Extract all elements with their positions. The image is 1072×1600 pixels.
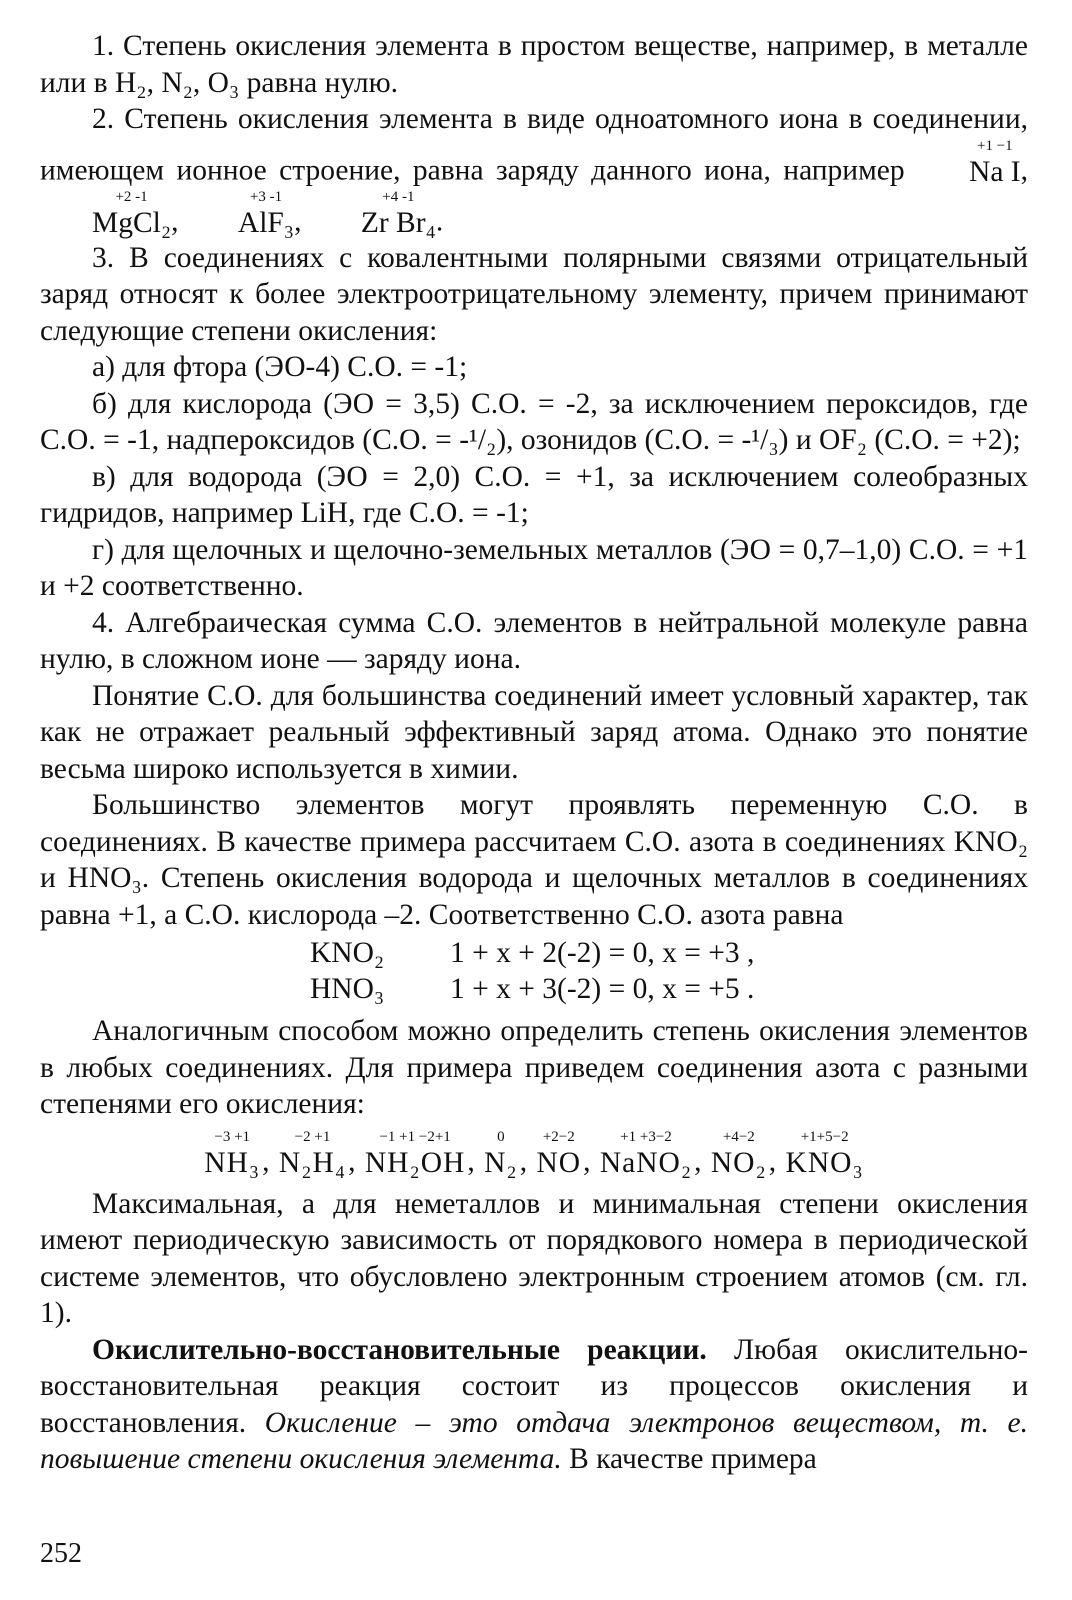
rule-2: 2. Степень окисления элемента в виде одноатомного иона в соединении, имеющем ионное строение, равна заряду данного иона, например +1 −1 Na I , +2 -1 MgCl₂ , +3 -1 AlF₃ , +4 -1 Zr Br₄ .: [40, 103, 1028, 239]
rule-3b: б) для кислорода (ЭО = 3,5) С.О. = -2, за исключением пероксидов, где С.О. = -1, надпероксидов (С.О. = -¹/₂), озонидов (С.О. = -¹/₃) и OF₂ (С.О. = +2);: [40, 387, 1028, 456]
compound: +4−2 NO₂: [710, 1128, 767, 1179]
section-heading-redox: Окислительно-восстановительные реакции.: [92, 1333, 707, 1366]
paragraph-concept: Понятие С.О. для большинства соединений имеет условный характер, так как не отражает реальный эффективный заряд атома. Однако это понятие весьма широко используется в химии.: [40, 679, 1028, 785]
page-text: [40, 28, 1028, 1478]
compound: −2 +1 N₂H₄: [278, 1128, 347, 1179]
rule-3c: в) для водорода (ЭО = 2,0) С.О. = +1, за исключением солеобразных гидридов, например LiH, где С.О. = -1;: [40, 460, 1028, 529]
formula-zrbr4: +4 -1 Zr Br₄: [360, 188, 436, 239]
paragraph-variable-ox: Большинство элементов могут проявлять переменную С.О. в соединениях. В качестве примера рассчитаем С.О. азота в соединениях KNO₂ и HNO₃. Степень окисления водорода и щелочных металлов в соединениях равна +1, а С.О. кислорода –2. Соответственно С.О. азота равна: [40, 789, 1028, 931]
rule-2-text: 2. Степень окисления элемента в виде одноатомного иона в соединении, имеющем ионное строение, равна заряду данного иона, например: [40, 103, 1028, 186]
rule-1: 1. Степень окисления элемента в простом веществе, например, в металле или в H₂, N₂, O₃ равна нулю.: [40, 30, 1028, 99]
compound: +1 +3−2 NaNO₂: [599, 1128, 693, 1179]
equation-formula: KNO₂: [310, 937, 385, 969]
compound: +1+5−2 KNO₃: [785, 1128, 864, 1179]
page-number: 252: [40, 1538, 82, 1569]
formula-mgcl2: +2 -1 MgCl₂: [92, 188, 172, 239]
paragraph-periodic: Максимальная, а для неметаллов и минимальная степени окисления имеют периодическую зависимость от порядкового номера в периодической системе элементов, что обусловлено электронным строением атомов (см. гл. 1).: [40, 1187, 1028, 1329]
compound: −3 +1 NH₃: [204, 1128, 261, 1179]
equation-expression: 1 + x + 2(-2) = 0, x = +3 ,: [450, 937, 755, 969]
rule-4: 4. Алгебраическая сумма С.О. элементов в нейтральной молекуле равна нулю, в сложном ионе — заряду иона.: [40, 606, 1028, 675]
rule-3: 3. В соединениях с ковалентными полярными связями отрицательный заряд относят к более электроотрицательному элементу, причем принимают следующие степени окисления:: [40, 241, 1028, 347]
definition-oxidation: Окисление – это отдача электронов веществом, т. е. повышение степени окисления элемента.: [40, 1406, 1028, 1475]
rule-3d: г) для щелочных и щелочно-земельных металлов (ЭО = 0,7–1,0) С.О. = +1 и +2 соответственно.: [40, 533, 1028, 602]
paragraph-redox: Окислительно-восстановительные реакции. Любая окислительно-восстановительная реакция состоит из процессов окисления и восстановления. Окисление – это отдача электронов веществом, т. е. повышение степени окисления элемента. В качестве примера: [40, 1333, 1028, 1475]
equation-expression: 1 + x + 3(-2) = 0, x = +5 .: [450, 973, 755, 1005]
compound: 0 N₂: [484, 1128, 518, 1179]
nitrogen-compounds-row: −3 +1 NH₃ , −2 +1 N₂H₄ , −1 +1 −2+1 NH₂OH , 0 N₂ , +2−2 NO , +1 +3−2 NaNO₂ , +4−2 NO₂ , +1+5−2 KNO₃: [204, 1128, 864, 1179]
compound: −1 +1 −2+1 NH₂OH: [364, 1128, 466, 1179]
formula-alf3: +3 -1 AlF₃: [237, 188, 295, 239]
equation-row: [40, 935, 1028, 971]
compound: +2−2 NO: [536, 1128, 582, 1179]
rule-3a: а) для фтора (ЭО-4) С.О. = -1;: [92, 351, 468, 383]
paragraph-analogous: Аналогичным способом можно определить степень окисления элементов в любых соединениях. Для примера приведем соединения азота с разными степенями его окисления:: [40, 1015, 1028, 1120]
equation-formula: HNO₃: [310, 973, 385, 1005]
equation-row: [40, 971, 1028, 1007]
formula-nai: +1 −1 Na I: [969, 137, 1021, 188]
equations-block: [40, 935, 1028, 1007]
